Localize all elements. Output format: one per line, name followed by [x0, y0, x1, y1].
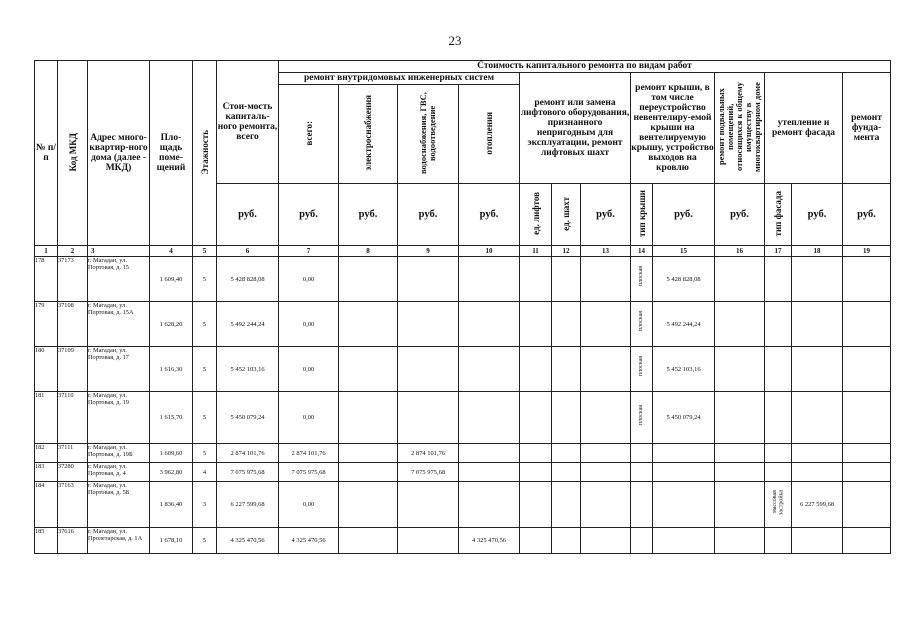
- row-area: 1 628,20: [150, 302, 193, 347]
- row-floors: 5: [193, 302, 217, 347]
- column-number: 9: [398, 246, 459, 257]
- row-roof-cost: [653, 463, 715, 482]
- col-header-area: Пло-щадь поме-щений: [150, 61, 193, 246]
- row-basement-cost: [715, 482, 765, 528]
- table-row: [35, 347, 891, 392]
- row-code: 37111: [58, 444, 88, 463]
- column-number: 12: [552, 246, 581, 257]
- row-floors: 3: [193, 482, 217, 528]
- row-lift-count: [520, 347, 552, 392]
- row-address: г. Магадан, ул. Портовая, д. 17: [88, 347, 150, 392]
- row-facade-cost: [792, 528, 843, 554]
- column-number: 8: [339, 246, 398, 257]
- col-header-facade-type: тип фасада: [765, 184, 792, 246]
- row-facade-cost: [792, 444, 843, 463]
- row-lift-count: [520, 482, 552, 528]
- row-roof-type: [631, 482, 653, 528]
- row-no: 184: [35, 482, 58, 528]
- row-basement-cost: [715, 444, 765, 463]
- row-heating: 4 325 470,56: [459, 528, 520, 554]
- col-header-water: водоснабжения, ГВС, водоотведение: [398, 85, 459, 184]
- column-numbers-row: [35, 246, 891, 257]
- row-lift-cost: [581, 482, 631, 528]
- unit-facade: руб.: [792, 184, 843, 246]
- row-heating: [459, 444, 520, 463]
- row-heating: [459, 257, 520, 302]
- row-basement-cost: [715, 463, 765, 482]
- row-lift-cost: [581, 444, 631, 463]
- row-water: [398, 347, 459, 392]
- row-floors: 5: [193, 257, 217, 302]
- row-lift-cost: [581, 302, 631, 347]
- column-number: 11: [520, 246, 552, 257]
- row-shaft-count: [552, 463, 581, 482]
- row-water: [398, 257, 459, 302]
- row-foundation-cost: [843, 347, 891, 392]
- row-lift-cost: [581, 528, 631, 554]
- row-engineering-total: 7 075 975,68: [279, 463, 339, 482]
- column-number: 5: [193, 246, 217, 257]
- column-number: 18: [792, 246, 843, 257]
- unit-heating: руб.: [459, 184, 520, 246]
- row-shaft-count: [552, 302, 581, 347]
- row-roof-cost: 5 450 079,24: [653, 392, 715, 444]
- row-roof-cost: [653, 528, 715, 554]
- row-foundation-cost: [843, 463, 891, 482]
- table-row: [35, 302, 891, 347]
- row-facade-type: [765, 444, 792, 463]
- col-header-cost-by-type: Стоимость капитального ремонта по видам работ: [279, 61, 891, 73]
- row-cost: 7 075 975,68: [217, 463, 279, 482]
- row-area: 1 616,30: [150, 347, 193, 392]
- row-code: 37163: [58, 482, 88, 528]
- row-cost: 5 492 244,24: [217, 302, 279, 347]
- row-area: 1 678,10: [150, 528, 193, 554]
- row-area: 1 609,60: [150, 444, 193, 463]
- row-lift-count: [520, 392, 552, 444]
- column-number: 17: [765, 246, 792, 257]
- row-foundation-cost: [843, 444, 891, 463]
- row-facade-type: [765, 302, 792, 347]
- row-roof-cost: 5 492 244,24: [653, 302, 715, 347]
- row-cost: 5 428 828,08: [217, 257, 279, 302]
- row-facade-type: массовая застройка: [765, 482, 792, 528]
- row-electro: [339, 444, 398, 463]
- row-electro: [339, 463, 398, 482]
- row-water: [398, 392, 459, 444]
- table-row: [35, 392, 891, 444]
- row-roof-type: плоская: [631, 257, 653, 302]
- col-header-heating: отопления: [459, 85, 520, 184]
- table-row: [35, 463, 891, 482]
- row-lift-count: [520, 528, 552, 554]
- row-area: 1 836,40: [150, 482, 193, 528]
- row-heating: [459, 392, 520, 444]
- row-facade-cost: [792, 392, 843, 444]
- column-number: 2: [58, 246, 88, 257]
- row-water: 2 874 101,76: [398, 444, 459, 463]
- col-header-address: Адрес много-квартир-ного дома (далее - МКД): [88, 61, 150, 246]
- row-electro: [339, 528, 398, 554]
- row-address: г. Магадан, ул. Портовая, д. 5Б: [88, 482, 150, 528]
- row-floors: 4: [193, 463, 217, 482]
- row-shaft-count: [552, 528, 581, 554]
- row-water: [398, 528, 459, 554]
- row-foundation-cost: [843, 302, 891, 347]
- col-header-floors: Этажность: [193, 61, 217, 246]
- row-water: [398, 302, 459, 347]
- capital-repair-table: [34, 60, 891, 554]
- column-number: 1: [35, 246, 58, 257]
- row-facade-cost: 6 227 599,68: [792, 482, 843, 528]
- row-electro: [339, 302, 398, 347]
- row-cost: 6 227 599,68: [217, 482, 279, 528]
- row-basement-cost: [715, 302, 765, 347]
- row-basement-cost: [715, 528, 765, 554]
- row-heating: [459, 347, 520, 392]
- column-number: 14: [631, 246, 653, 257]
- row-facade-type: [765, 347, 792, 392]
- row-code: 37173: [58, 257, 88, 302]
- row-shaft-count: [552, 257, 581, 302]
- row-no: 179: [35, 302, 58, 347]
- row-roof-type: [631, 463, 653, 482]
- col-header-roof: ремонт крыши, в том числе переустройство невентелиру-емой крыши на вентелируемую крышу, устройство выходов на кровлю: [631, 73, 715, 184]
- page-number: 23: [448, 33, 462, 48]
- row-electro: [339, 482, 398, 528]
- row-code: 37109: [58, 347, 88, 392]
- unit-water: руб.: [398, 184, 459, 246]
- table-row: [35, 482, 891, 528]
- col-header-basement: ремонт подвальных помещений, относящихся к общему имуществу в многоквартирном доме: [715, 73, 765, 184]
- table-body: [35, 257, 891, 554]
- row-roof-type: [631, 528, 653, 554]
- row-facade-cost: [792, 302, 843, 347]
- row-area: 1 609,40: [150, 257, 193, 302]
- col-header-shaft-count: ед. шахт: [552, 184, 581, 246]
- row-roof-cost: 5 428 828,08: [653, 257, 715, 302]
- column-number: 19: [843, 246, 891, 257]
- row-lift-count: [520, 444, 552, 463]
- row-facade-cost: [792, 257, 843, 302]
- unit-basement: руб.: [715, 184, 765, 246]
- row-cost: 2 874 101,76: [217, 444, 279, 463]
- column-number: 7: [279, 246, 339, 257]
- row-electro: [339, 392, 398, 444]
- row-heating: [459, 463, 520, 482]
- row-floors: 5: [193, 392, 217, 444]
- row-roof-cost: [653, 444, 715, 463]
- row-engineering-total: 2 874 101,76: [279, 444, 339, 463]
- row-heating: [459, 302, 520, 347]
- row-basement-cost: [715, 392, 765, 444]
- row-cost: 4 325 470,56: [217, 528, 279, 554]
- row-cost: 5 452 103,16: [217, 347, 279, 392]
- row-lift-cost: [581, 347, 631, 392]
- row-address: г. Магадан, ул. Пролетарская, д. 1А: [88, 528, 150, 554]
- row-facade-cost: [792, 347, 843, 392]
- row-no: 178: [35, 257, 58, 302]
- row-engineering-total: 0,00: [279, 257, 339, 302]
- col-header-engineering: ремонт внутридомовых инженерных систем: [279, 73, 520, 85]
- row-address: г. Магадан, ул. Портовая, д. 15А: [88, 302, 150, 347]
- row-lift-count: [520, 302, 552, 347]
- row-facade-cost: [792, 463, 843, 482]
- table-row: [35, 444, 891, 463]
- row-shaft-count: [552, 482, 581, 528]
- unit-electro: руб.: [339, 184, 398, 246]
- row-electro: [339, 347, 398, 392]
- col-header-roof-type: тип крыши: [631, 184, 653, 246]
- row-engineering-total: 0,00: [279, 482, 339, 528]
- column-number: 4: [150, 246, 193, 257]
- row-floors: 5: [193, 347, 217, 392]
- row-heating: [459, 482, 520, 528]
- row-foundation-cost: [843, 482, 891, 528]
- row-facade-type: [765, 392, 792, 444]
- row-floors: 5: [193, 444, 217, 463]
- column-number: 3: [88, 246, 150, 257]
- row-roof-cost: 5 452 103,16: [653, 347, 715, 392]
- table-row: [35, 257, 891, 302]
- row-no: 185: [35, 528, 58, 554]
- row-no: 183: [35, 463, 58, 482]
- column-number: 10: [459, 246, 520, 257]
- row-code: 37280: [58, 463, 88, 482]
- row-roof-cost: [653, 482, 715, 528]
- row-shaft-count: [552, 392, 581, 444]
- unit-lift: руб.: [581, 184, 631, 246]
- col-header-facade: утепление и ремонт фасада: [765, 73, 843, 184]
- row-lift-count: [520, 257, 552, 302]
- row-lift-count: [520, 463, 552, 482]
- unit-total: руб.: [279, 184, 339, 246]
- row-no: 182: [35, 444, 58, 463]
- row-foundation-cost: [843, 257, 891, 302]
- row-engineering-total: 4 325 470,56: [279, 528, 339, 554]
- row-code: 37108: [58, 302, 88, 347]
- row-roof-type: [631, 444, 653, 463]
- row-area: 1 615,70: [150, 392, 193, 444]
- row-shaft-count: [552, 347, 581, 392]
- row-roof-type: плоская: [631, 302, 653, 347]
- row-code: 37110: [58, 392, 88, 444]
- unit-cost: руб.: [217, 184, 279, 246]
- row-shaft-count: [552, 444, 581, 463]
- row-roof-type: плоская: [631, 392, 653, 444]
- col-header-lift: ремонт или замена лифтового оборудования, признанного непригодным для эксплуатации, ремонт лифтовых шахт: [520, 73, 631, 184]
- col-header-total: всего:: [279, 85, 339, 184]
- row-lift-cost: [581, 463, 631, 482]
- col-header-code: Код МКД: [58, 61, 88, 246]
- row-facade-type: [765, 257, 792, 302]
- col-header-foundation: ремонт фунда-мента: [843, 73, 891, 184]
- row-engineering-total: 0,00: [279, 392, 339, 444]
- unit-roof: руб.: [653, 184, 715, 246]
- row-water: 7 075 975,68: [398, 463, 459, 482]
- row-foundation-cost: [843, 528, 891, 554]
- row-lift-cost: [581, 392, 631, 444]
- col-header-electro: электроснабжения: [339, 85, 398, 184]
- row-facade-type: [765, 463, 792, 482]
- row-engineering-total: 0,00: [279, 347, 339, 392]
- row-code: 37616: [58, 528, 88, 554]
- row-engineering-total: 0,00: [279, 302, 339, 347]
- col-header-cost: Стои-мость капиталь-ного ремонта, всего: [217, 61, 279, 184]
- row-electro: [339, 257, 398, 302]
- column-number: 6: [217, 246, 279, 257]
- row-address: г. Магадан, ул. Портовая, д. 15: [88, 257, 150, 302]
- row-floors: 5: [193, 528, 217, 554]
- row-basement-cost: [715, 347, 765, 392]
- row-roof-type: плоская: [631, 347, 653, 392]
- table-row: [35, 528, 891, 554]
- col-header-no: № п/ п: [35, 61, 58, 246]
- row-basement-cost: [715, 257, 765, 302]
- row-no: 181: [35, 392, 58, 444]
- column-number: 16: [715, 246, 765, 257]
- unit-foundation: руб.: [843, 184, 891, 246]
- row-address: г. Магадан, ул. Портовая, д. 4: [88, 463, 150, 482]
- row-lift-cost: [581, 257, 631, 302]
- column-number: 15: [653, 246, 715, 257]
- row-no: 180: [35, 347, 58, 392]
- row-area: 3 962,80: [150, 463, 193, 482]
- column-number: 13: [581, 246, 631, 257]
- row-water: [398, 482, 459, 528]
- row-address: г. Магадан, ул. Портовая, д. 19Б: [88, 444, 150, 463]
- row-address: г. Магадан, ул. Портовая, д. 19: [88, 392, 150, 444]
- row-foundation-cost: [843, 392, 891, 444]
- row-cost: 5 450 079,24: [217, 392, 279, 444]
- row-facade-type: [765, 528, 792, 554]
- col-header-lift-count: ед. лифтов: [520, 184, 552, 246]
